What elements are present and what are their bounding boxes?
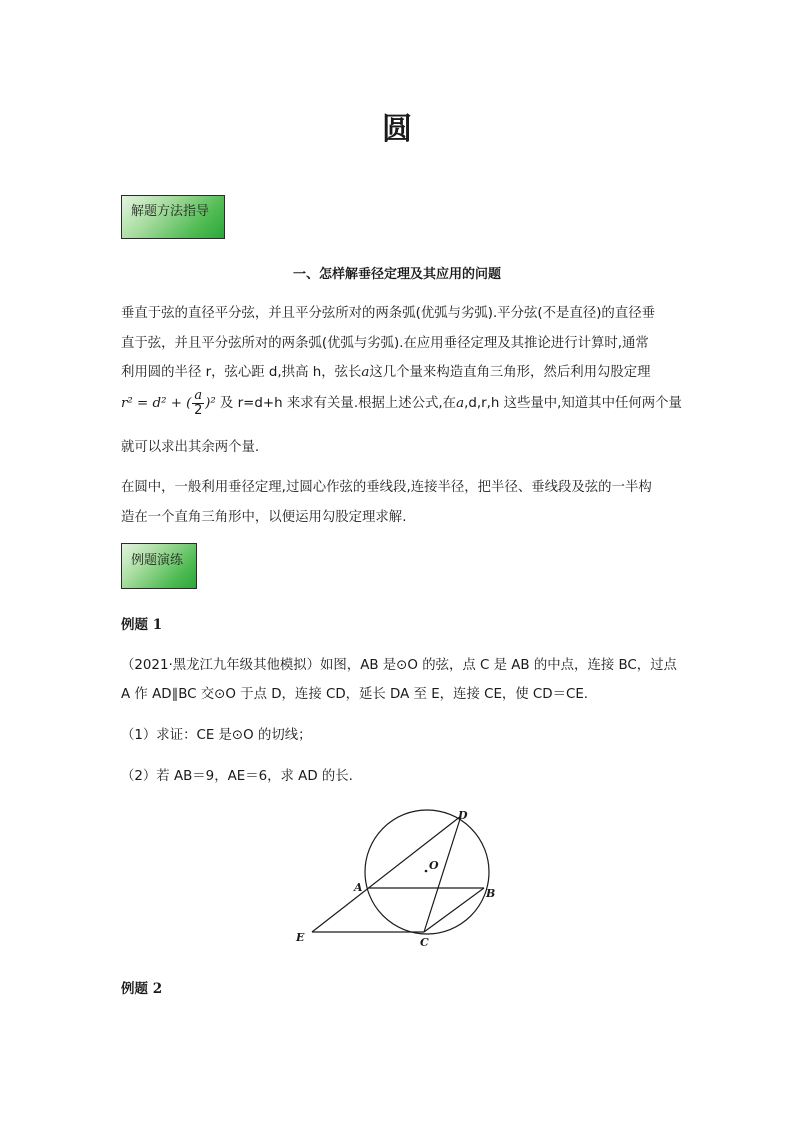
para1-line5: 就可以求出其余两个量. <box>121 440 260 455</box>
para1-line4-a: 及 r=d+h 来求有关量.根据上述公式,在 <box>220 396 457 412</box>
label-o: O <box>429 859 439 872</box>
formula-rhs: )² <box>205 396 216 412</box>
para1-line3-a: 利用圆的半径 r，弦心距 d,拱高 h，弦长 <box>121 365 362 380</box>
example1-question1: （1）求证：CE 是⊙O 的切线； <box>121 728 312 743</box>
para1-line1: 垂直于弦的直径平分弦，并且平分弦所对的两条弧(优弧与劣弧).平分弦(不是直径)的直径垂 <box>121 306 655 321</box>
method-guide-label: 解题方法指导 <box>131 204 210 219</box>
page-title: 圆 <box>382 112 412 147</box>
chord-length-var: a <box>361 365 370 380</box>
formula-numerator: a <box>194 388 203 403</box>
center-point <box>425 870 428 873</box>
para2-line1: 在圆中，一般利用垂径定理,过圆心作弦的垂线段,连接半径，把半径、垂线段及弦的一半构 <box>121 480 652 495</box>
para1-line2: 直于弦，并且平分弦所对的两条弧(优弧与劣弧).在应用垂径定理及其推论进行计算时,通常 <box>121 336 649 351</box>
examples-label: 例题演练 <box>131 553 184 568</box>
formula-lhs: r² = d² + ( <box>121 396 192 412</box>
formula-denominator: 2 <box>194 402 203 418</box>
example1-line1: （2021·黑龙江九年级其他模拟）如图，AB 是⊙O 的弦，点 C 是 AB 的中点，连接 BC，过点 <box>121 658 677 673</box>
para1-line4-b: ,d,r,h 这些量中,知道其中任何两个量 <box>464 396 682 412</box>
label-b: B <box>486 887 496 900</box>
chord-length-var-2: a <box>456 396 465 412</box>
section-heading: 一、怎样解垂径定理及其应用的问题 <box>292 267 501 282</box>
circle-o <box>365 810 489 934</box>
para1-line3-b: 这几个量来构造直角三角形，然后利用勾股定理 <box>369 365 651 380</box>
line-de <box>312 816 461 932</box>
label-a: A <box>354 881 363 894</box>
line-dc <box>424 816 461 932</box>
example1-label: 例题 1 <box>121 617 163 633</box>
line-cb <box>424 888 484 932</box>
example1-question2: （2）若 AB＝9，AE＝6，求 AD 的长. <box>121 769 353 784</box>
example1-line2: A 作 AD∥BC 交⊙O 于点 D，连接 CD，延长 DA 至 E，连接 CE，使 CD＝CE. <box>121 687 589 702</box>
para2-line2: 造在一个直角三角形中，以便运用勾股定理求解. <box>121 510 407 525</box>
label-d: D <box>458 809 468 822</box>
label-e: E <box>296 931 305 944</box>
label-c: C <box>420 936 429 949</box>
example2-label: 例题 2 <box>121 981 163 997</box>
